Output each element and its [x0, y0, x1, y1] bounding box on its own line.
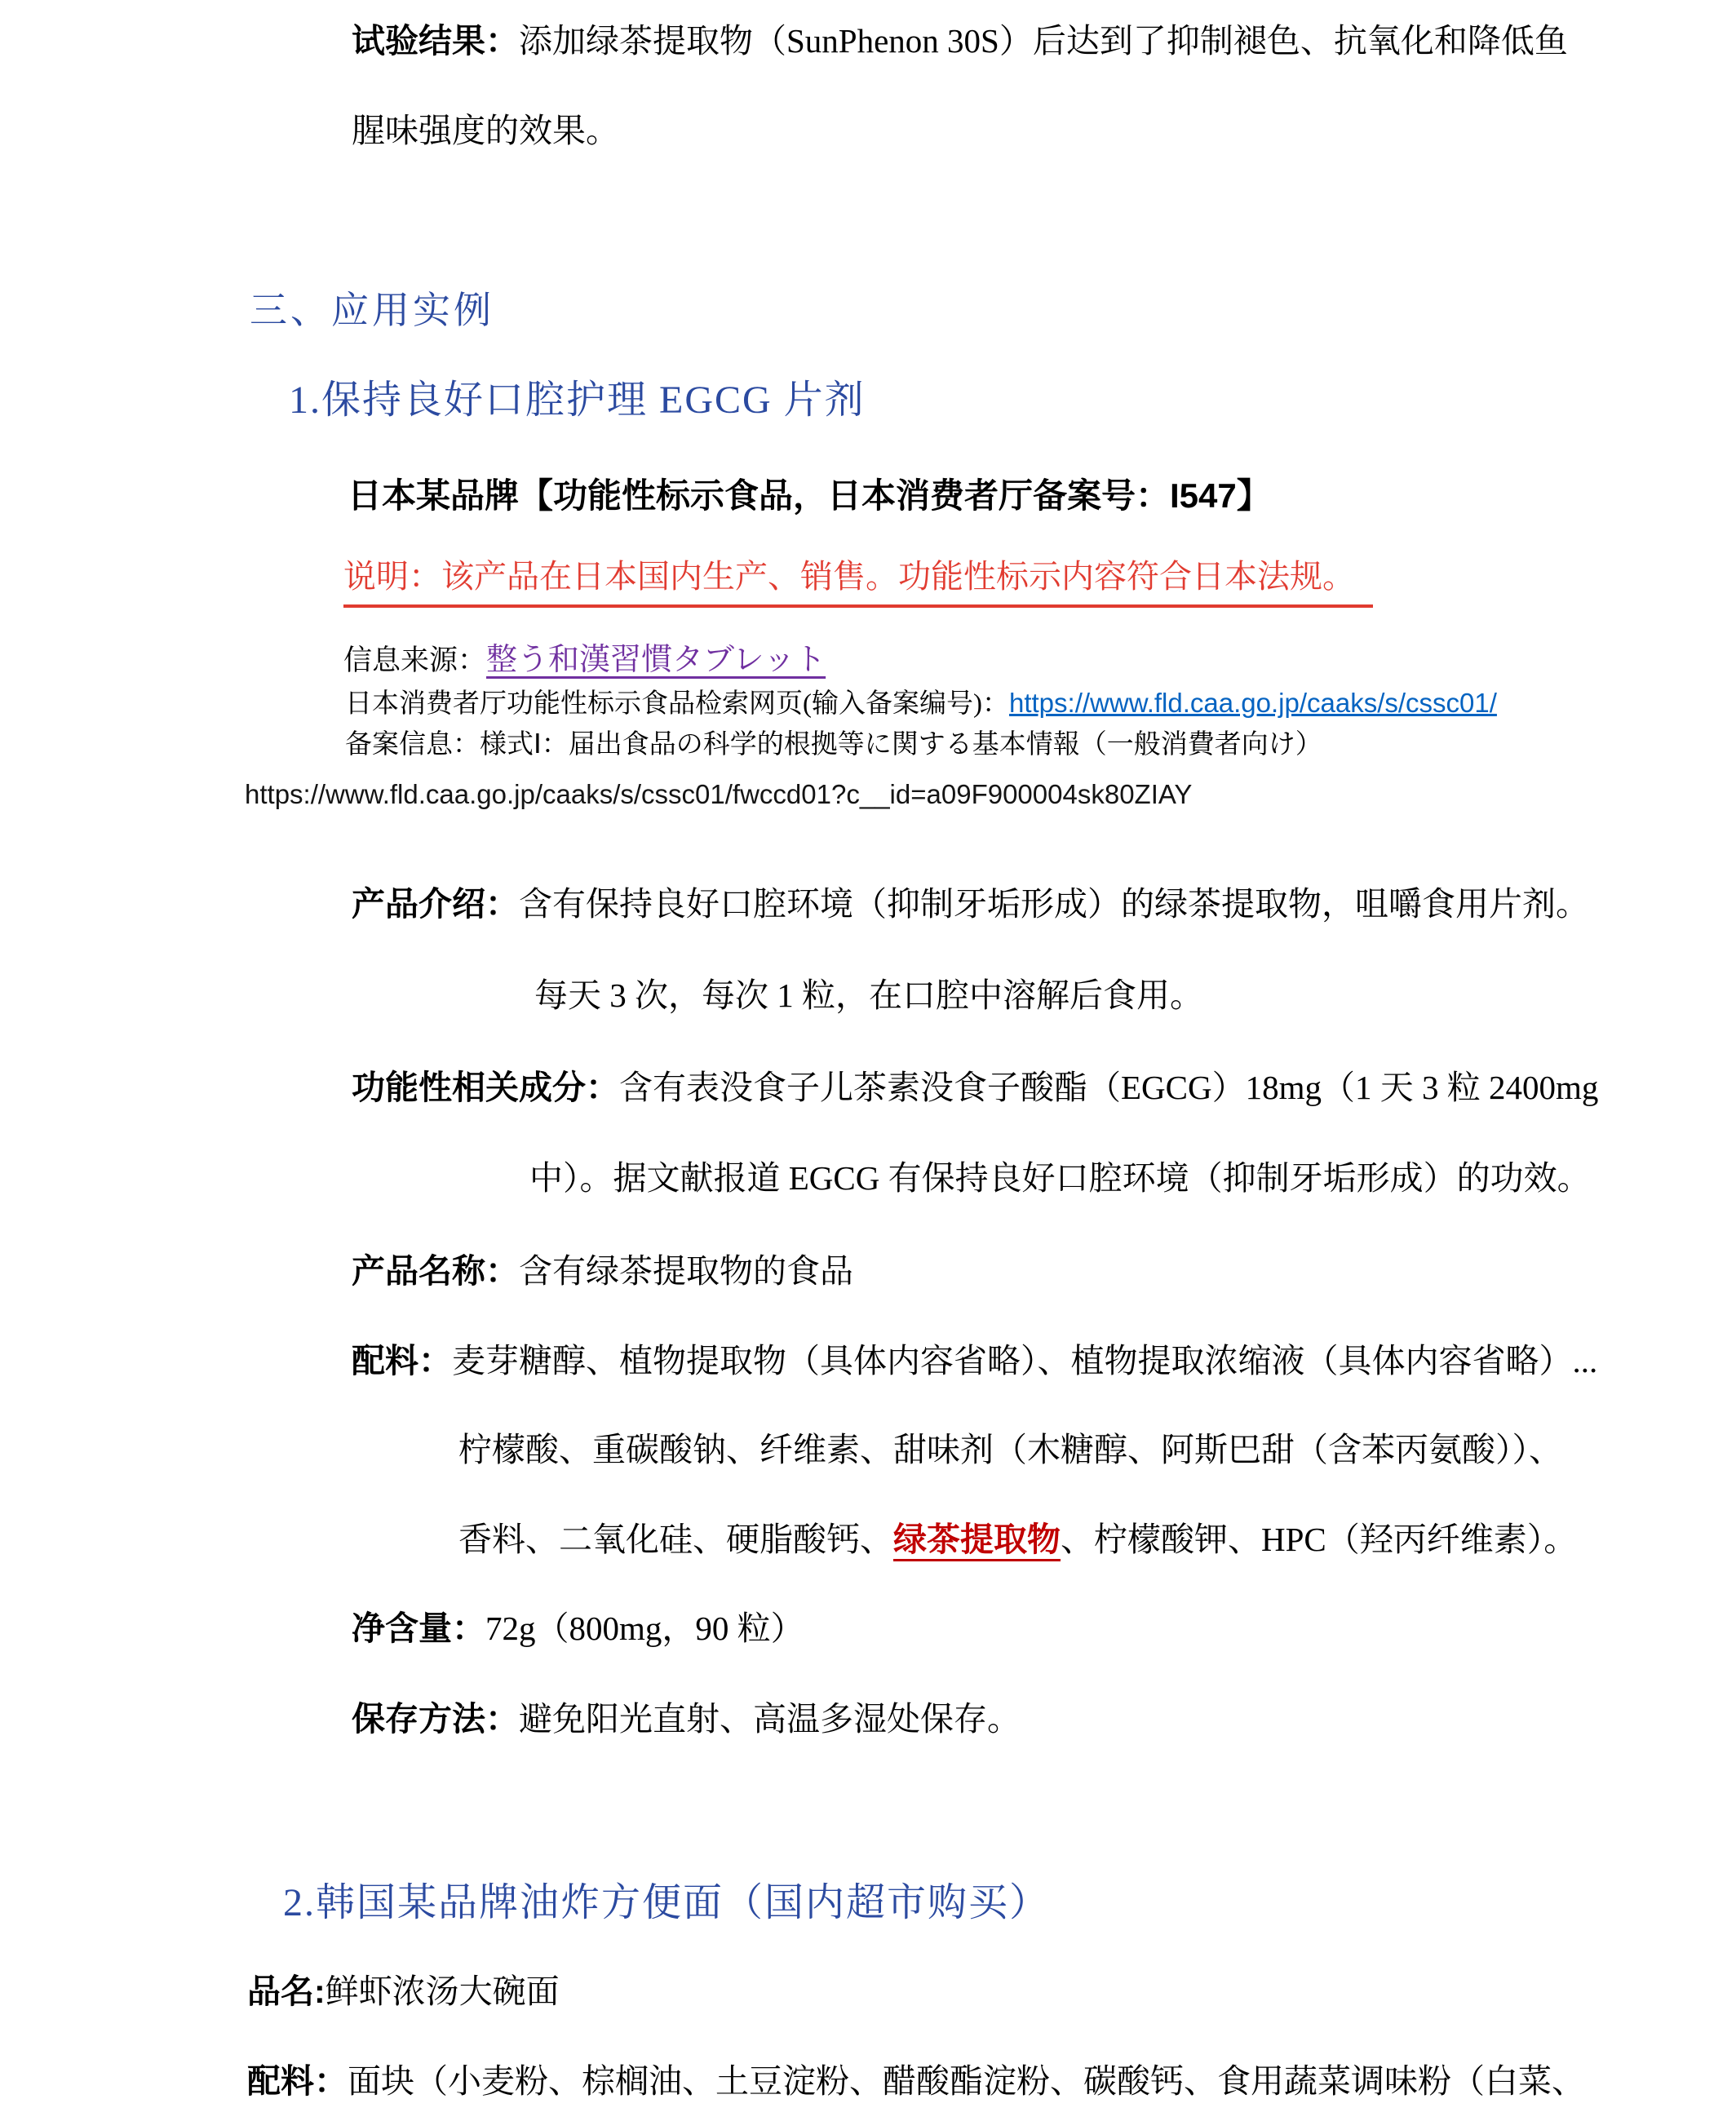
product-name-line: 产品名称：含有绿茶提取物的食品 — [352, 1252, 853, 1290]
product-intro-line2: 每天 3 次，每次 1 粒，在口腔中溶解后食用。 — [534, 976, 1203, 1014]
ingredients-line1: 配料：麦芽糖醇、植物提取物（具体内容省略）、植物提取浓缩液（具体内容省略）... — [352, 1342, 1598, 1379]
ingredients-label: 配料： — [352, 1342, 452, 1379]
paragraph-test-result-line2 — [352, 110, 619, 152]
search-page-line — [345, 686, 1497, 721]
case2-product-name-label: 品名: — [247, 1973, 326, 2010]
test-result-text2: 腥味强度的效果。 — [352, 112, 619, 149]
subsection-heading-case2: 2.韩国某品牌油炸方便面（国内超市购买） — [283, 1881, 1051, 1924]
net-content-label: 净含量： — [352, 1610, 485, 1647]
filing-url-text: https://www.fld.caa.go.jp/caaks/s/cssc01/fwccd01?c__id=a09F900004sk80ZIAY — [245, 779, 1193, 809]
subsection-heading-case1: 1.保持良好口腔护理 EGCG 片剂 — [289, 379, 866, 422]
source-line — [343, 641, 826, 680]
storage-method-label: 保存方法： — [352, 1700, 519, 1738]
case2-ingredients-label: 配料： — [247, 2062, 348, 2100]
source-label: 信息来源： — [343, 644, 487, 676]
ingredients-line2: 柠檬酸、重碳酸钠、纤维素、甜味剂（木糖醇、阿斯巴甜（含苯丙氨酸））、 — [458, 1431, 1562, 1468]
product-intro-line1: 产品介绍：含有保持良好口腔环境（抑制牙垢形成）的绿茶提取物，咀嚼食用片剂。 — [352, 885, 1589, 923]
test-result-label: 试验结果： — [352, 22, 519, 60]
green-tea-extract-highlight: 绿茶提取物 — [893, 1521, 1061, 1558]
case1-note-line — [343, 556, 1373, 597]
source-hyperlink[interactable]: 整う和漢習慣タブレット — [486, 643, 826, 677]
case2-product-name-line: 品名:鲜虾浓汤大碗面 — [247, 1973, 560, 2010]
search-page-hyperlink[interactable]: https://www.fld.caa.go.jp/caaks/s/cssc01/ — [1008, 688, 1497, 718]
product-intro-label: 产品介绍： — [352, 885, 519, 923]
case1-brand-line: 日本某品牌【功能性标示食品，日本消费者厅备案号：I547】 — [348, 476, 1271, 515]
case2-ingredients-line: 配料：面块（小麦粉、棕榈油、土豆淀粉、醋酸酯淀粉、碳酸钙、食用蔬菜调味粉（白菜、 — [247, 2062, 1585, 2100]
search-page-label: 日本消费者厅功能性标示食品检索网页(输入备案编号)： — [345, 689, 1009, 719]
filing-url-line — [245, 777, 1192, 811]
note-red-text: 说明：该产品在日本国内生产、销售。功能性标示内容符合日本法规。 — [343, 558, 1373, 608]
net-content-line: 净含量：72g（800mg，90 粒） — [352, 1610, 804, 1647]
functional-ingredient-line1: 功能性相关成分：含有表没食子儿茶素没食子酸酯（EGCG）18mg（1 天 3 粒 2400mg — [352, 1069, 1599, 1106]
functional-ingredient-label: 功能性相关成分： — [352, 1069, 619, 1106]
paragraph-test-result-line1 — [352, 20, 1568, 62]
section-heading-applications: 三、应用实例 — [250, 290, 494, 331]
filing-info-line: 备案信息：様式Ⅰ：届出食品の科学的根拠等に関する基本情報（一般消費者向け） — [345, 730, 1322, 759]
functional-ingredient-line2: 中）。据文献报道 EGCG 有保持良好口腔环境（抑制牙垢形成）的功效。 — [529, 1159, 1591, 1197]
storage-method-line: 保存方法：避免阳光直射、高温多湿处保存。 — [352, 1700, 1021, 1738]
ingredients-line3: 香料、二氧化硅、硬脂酸钙、绿茶提取物、柠檬酸钾、HPC（羟丙纤维素）。 — [458, 1521, 1578, 1558]
product-name-label: 产品名称： — [352, 1252, 519, 1290]
test-result-text1: 添加绿茶提取物（SunPhenon 30S）后达到了抑制褪色、抗氧化和降低鱼 — [519, 22, 1568, 60]
